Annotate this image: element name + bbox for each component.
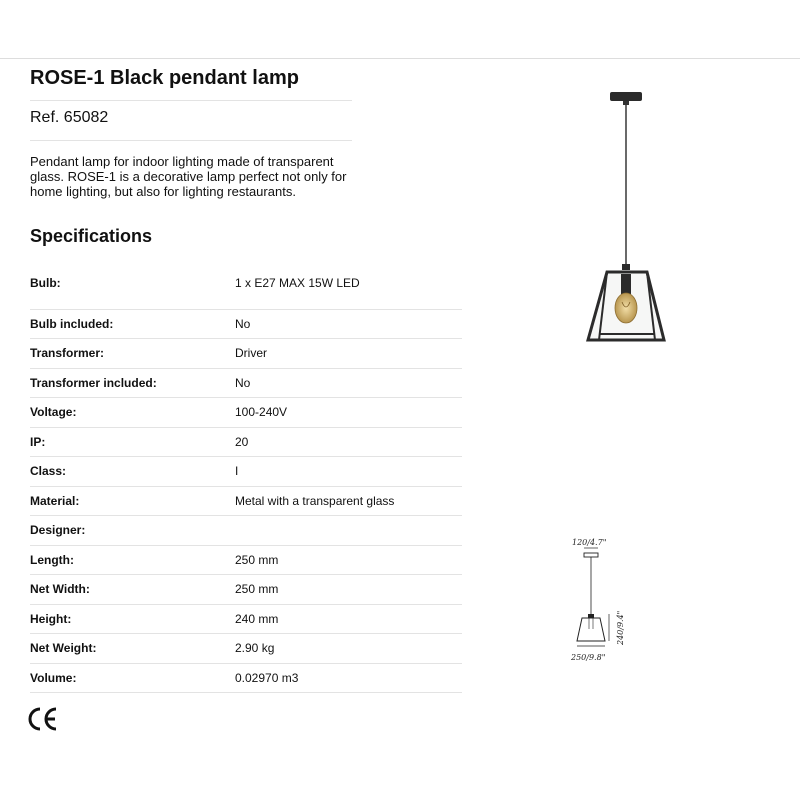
spec-label: Length: <box>30 545 235 575</box>
spec-row <box>30 634 462 664</box>
canopy-dimension-label: 120/4.7" <box>572 538 607 547</box>
bulb <box>615 293 637 323</box>
spec-label: IP: <box>30 427 235 457</box>
spec-row <box>30 427 462 457</box>
ce-mark-icon <box>28 706 60 732</box>
spec-value: I <box>235 457 462 487</box>
divider <box>30 140 352 141</box>
specifications-heading: Specifications <box>30 226 153 246</box>
socket <box>621 274 631 294</box>
product-ref: Ref. 65082 <box>30 109 109 126</box>
spec-row <box>30 575 462 605</box>
spec-row <box>30 516 462 546</box>
product-photo <box>585 88 669 346</box>
spec-row <box>30 398 462 428</box>
spec-row <box>30 457 462 487</box>
spec-label: Transformer: <box>30 339 235 369</box>
spec-label: Transformer included: <box>30 368 235 398</box>
spec-row <box>30 663 462 693</box>
spec-row <box>30 339 462 369</box>
spec-label: Bulb: <box>30 258 235 309</box>
spec-table <box>30 258 462 693</box>
spec-label: Volume: <box>30 663 235 693</box>
spec-label: Net Weight: <box>30 634 235 664</box>
spec-label: Designer: <box>30 516 235 546</box>
spec-row <box>30 309 462 339</box>
spec-row <box>30 545 462 575</box>
dimension-drawing <box>566 534 646 666</box>
spec-label: Voltage: <box>30 398 235 428</box>
top-divider <box>0 58 800 59</box>
canopy <box>610 92 642 101</box>
product-description: Pendant lamp for indoor lighting made of transparent glass. ROSE-1 is a decorative lamp perfect not only for home lighting, but also for lighting restaurants. <box>30 154 347 199</box>
spec-label: Net Width: <box>30 575 235 605</box>
spec-value: No <box>235 368 462 398</box>
spec-label: Bulb included: <box>30 309 235 339</box>
spec-label: Height: <box>30 604 235 634</box>
canopy <box>584 553 598 557</box>
width-dimension-label: 250/9.8" <box>571 653 606 662</box>
height-dimension-label: 240/9.4" <box>616 610 625 645</box>
spec-value: 2.90 kg <box>235 634 462 664</box>
spec-value: 20 <box>235 427 462 457</box>
spec-value: 250 mm <box>235 575 462 605</box>
spec-label: Class: <box>30 457 235 487</box>
spec-value: 240 mm <box>235 604 462 634</box>
spec-value: 1 x E27 MAX 15W LED <box>235 258 462 309</box>
spec-value <box>235 516 462 546</box>
spec-row <box>30 258 462 309</box>
spec-value: 0.02970 m3 <box>235 663 462 693</box>
shade-outline <box>577 618 605 641</box>
divider <box>30 100 352 101</box>
spec-value: Driver <box>235 339 462 369</box>
spec-label: Material: <box>30 486 235 516</box>
spec-value: 250 mm <box>235 545 462 575</box>
spec-row <box>30 486 462 516</box>
spec-value: No <box>235 309 462 339</box>
spec-row <box>30 368 462 398</box>
spec-value: 100-240V <box>235 398 462 428</box>
spec-row <box>30 604 462 634</box>
product-title: ROSE-1 Black pendant lamp <box>30 67 299 89</box>
spec-value: Metal with a transparent glass <box>235 486 462 516</box>
